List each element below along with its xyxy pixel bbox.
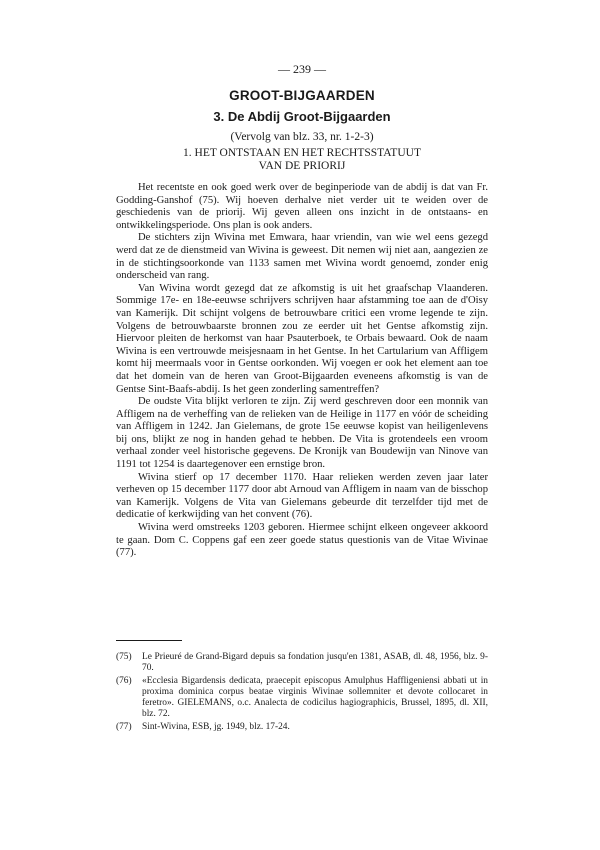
footnote-text: Le Prieuré de Grand-Bigard depuis sa fondation jusqu'en 1381, ASAB, dl. 48, 1956, blz. 9-70. bbox=[142, 652, 488, 674]
section-heading bbox=[116, 147, 488, 173]
section-heading-line-2: VAN DE PRIORIJ bbox=[258, 160, 346, 172]
page-title: GROOT-BIJGAARDEN bbox=[229, 88, 375, 103]
paragraph: Het recentste en ook goed werk over de beginperiode van de abdij is dat van Fr. Godding-Ganshof (75). Wij hoeven derhalve niet verder uit te weiden over de geschiedenis van de priorij. Wij geven alleen ons inzicht in de ontstaans- en ontwikkelingsperiode. Ons plan is ook anders. bbox=[116, 182, 488, 231]
paragraph: Wivina werd omstreeks 1203 geboren. Hiermee schijnt elkeen ongeveer akkoord te gaan. Dom C. Coppens gaf een zeer goede status questionis van de Vitae Wivinae (77). bbox=[116, 522, 488, 559]
section-heading-line-1: 1. HET ONTSTAAN EN HET RECHTSSTATUUT bbox=[183, 147, 421, 159]
paragraph: Wivina stierf op 17 december 1170. Haar relieken werden zeven jaar later verheven op 15 december 1177 door abt Arnoud van Affligem in naam van de bisschop van Kamerijk. Volgens de Vita van Gielemans gebeurde dit terzelfder tijd met de dedicatie of kerkwijding van het convent (76). bbox=[116, 471, 488, 521]
footnote-number: (76) bbox=[116, 675, 132, 686]
footnote-text: Sint-Wivina, ESB, jg. 1949, blz. 17-24. bbox=[142, 721, 290, 732]
paragraph: De oudste Vita blijkt verloren te zijn. Zij werd geschreven door een monnik van Affligem na de verheffing van de relieken van de Heilige in 1177 en vóór de scheiding van Affligem in 1242. Jan Gielemans, de grote 15e eeuwse kopist van heiligenlevens bij ons, blijkt ze nog in handen gehad te hebben. De Vita is grotendeels een vroom verhaal zonder veel historische gegevens. De Kronijk van Boudewijn van Ninove van 1191 tot 1254 is daartegenover een ernstige bron. bbox=[116, 396, 488, 471]
footnote-number: (77) bbox=[116, 721, 132, 732]
footnote bbox=[116, 722, 488, 733]
footnotes bbox=[116, 652, 488, 734]
footnote bbox=[116, 652, 488, 675]
body-text bbox=[116, 182, 488, 560]
footnote-text: «Ecclesia Bigardensis dedicata, praecepit episcopus Amulphus Haffligeniensi abbati ut in proxima dominica corpus beatae virginis Wivinae sollemniter et devote collocaret in feretro». GIELEMANS, o.c. Analecta de codicilus hagiographicis, Brussel, 1895, dl. XII, blz. 72. bbox=[142, 675, 488, 720]
footnote-divider bbox=[116, 640, 182, 641]
continuation-note: (Vervolg van blz. 33, nr. 1-2-3) bbox=[230, 131, 374, 143]
page-subtitle: 3. De Abdij Groot-Bijgaarden bbox=[213, 109, 391, 124]
paragraph: De stichters zijn Wivina met Emwara, haar vriendin, van wie wel eens gezegd werd dat ze de dienstmeid van Wivina is geweest. Dit nemen wij niet aan, aangezien ze in de stichtingsoorkonde van 1133 samen met Wivina wordt genoemd, zonder enig onderscheid van rang. bbox=[116, 232, 488, 282]
page-number: — 239 — bbox=[278, 62, 326, 76]
paragraph: Van Wivina wordt gezegd dat ze afkomstig is uit het graafschap Vlaanderen. Sommige 17e- en 18e-eeuwse schrijvers schrijven haar afstamming toe aan de d'Oisy van Kamerijk. Dit schijnt volgens de betrouwbare critici een vrome legende te zijn. Volgens de betrouwbaarste bronnen zou ze eerder uit het Gentse afkomstig zijn. Hiervoor pleiten de herkomst van haar Psauterboek, te Orbais bewaard. Ook de naam Wivina is een vertrouwde meisjesnaam in het Gentse. In het Cartularium van Affligem komt hij meermaals voor in Gentse oorkonden. Wij voegen er ook het element aan toe dat het domein van de heren van Groot-Bijgaarden eveneens afkomstig is van de Gentse Sint-Baafs-abdij. Is het geen zonderling samentreffen? bbox=[116, 282, 488, 395]
footnote bbox=[116, 676, 488, 721]
footnote-number: (75) bbox=[116, 652, 132, 662]
